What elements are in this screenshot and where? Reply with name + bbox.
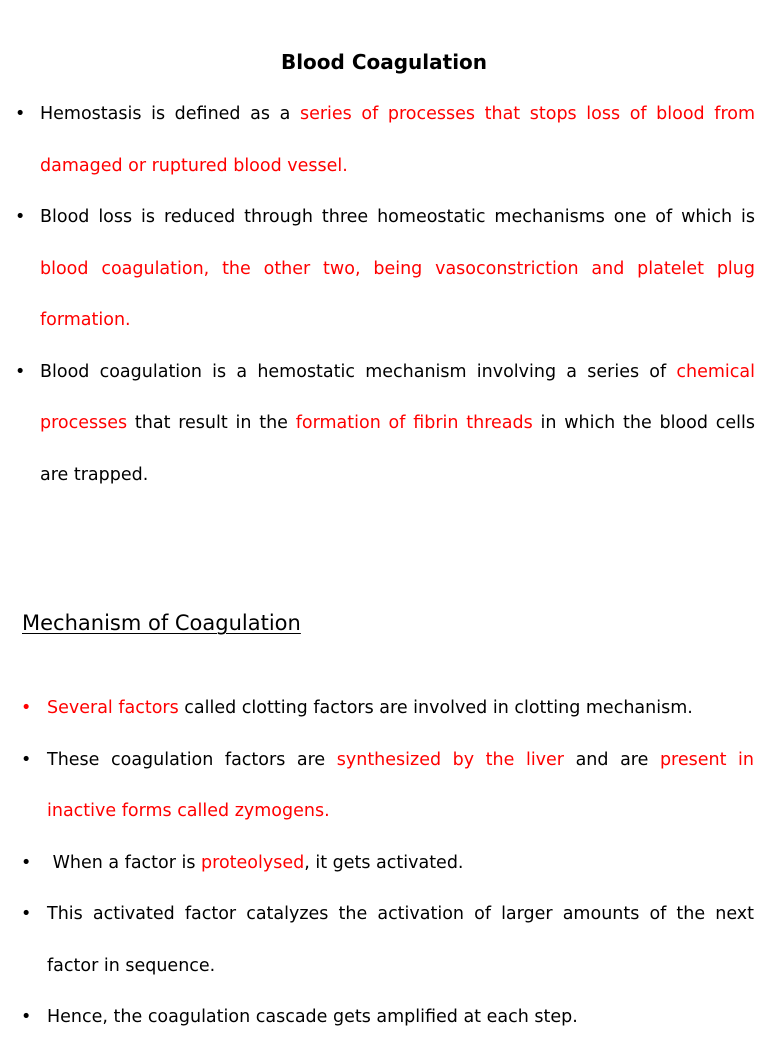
- text-segment: Hemostasis is defined as a: [40, 104, 300, 124]
- text-segment: Blood coagulation is a hemostatic mechanism involving a series of: [40, 361, 677, 382]
- text-segment: Blood loss is reduced through three homeostatic mechanisms one of which is: [40, 207, 755, 227]
- highlighted-text: present in inactive forms called zymogens.: [47, 749, 754, 821]
- section-heading: Mechanism of Coagulation: [22, 611, 301, 635]
- highlighted-text: Several factors: [47, 698, 179, 718]
- highlighted-text: synthesized by the liver: [336, 749, 565, 770]
- text-segment: called clotting factors are involved in clotting mechanism.: [178, 698, 693, 718]
- bullet-icon: •: [15, 207, 26, 227]
- text-segment: in which the blood cells are trapped.: [40, 413, 755, 485]
- text-segment: This activated factor catalyzes the activation of larger amounts of the next factor in sequence.: [47, 904, 754, 976]
- highlighted-text: blood coagulation, the other two, being vasoconstriction and platelet plug formation.: [40, 258, 755, 330]
- intro-item: [15, 192, 755, 347]
- bullet-icon: •: [21, 698, 32, 718]
- intro-item: [15, 89, 756, 192]
- bullet-icon: •: [15, 361, 26, 382]
- intro-bullet-list: [15, 89, 756, 501]
- mechanism-item: [21, 889, 754, 992]
- intro-item: [15, 347, 755, 502]
- bullet-icon: •: [21, 852, 32, 873]
- highlighted-text: proteolysed: [201, 852, 305, 873]
- text-segment: that result in the: [127, 413, 296, 433]
- mechanism-item: [21, 735, 754, 838]
- bullet-icon: •: [21, 749, 32, 770]
- bullet-icon: •: [15, 104, 26, 124]
- text-segment: , it gets activated.: [304, 852, 464, 873]
- page-title: Blood Coagulation: [280, 50, 488, 74]
- mechanism-bullet-list: [21, 683, 754, 1044]
- text-segment: Hence, the coagulation cascade gets amplified at each step.: [47, 1007, 578, 1027]
- text-segment: When a factor is: [47, 852, 202, 873]
- highlighted-text: chemical processes: [40, 361, 755, 433]
- mechanism-item: [21, 838, 754, 890]
- text-segment: and are: [564, 749, 660, 770]
- mechanism-item: [21, 683, 754, 735]
- highlighted-text: series of processes that stops loss of blood from damaged or ruptured blood vessel.: [40, 104, 756, 176]
- bullet-icon: •: [21, 1007, 32, 1027]
- text-segment: These coagulation factors are: [47, 749, 337, 770]
- bullet-icon: •: [21, 904, 32, 924]
- mechanism-item: [21, 992, 754, 1044]
- highlighted-text: formation of fibrin threads: [295, 413, 533, 433]
